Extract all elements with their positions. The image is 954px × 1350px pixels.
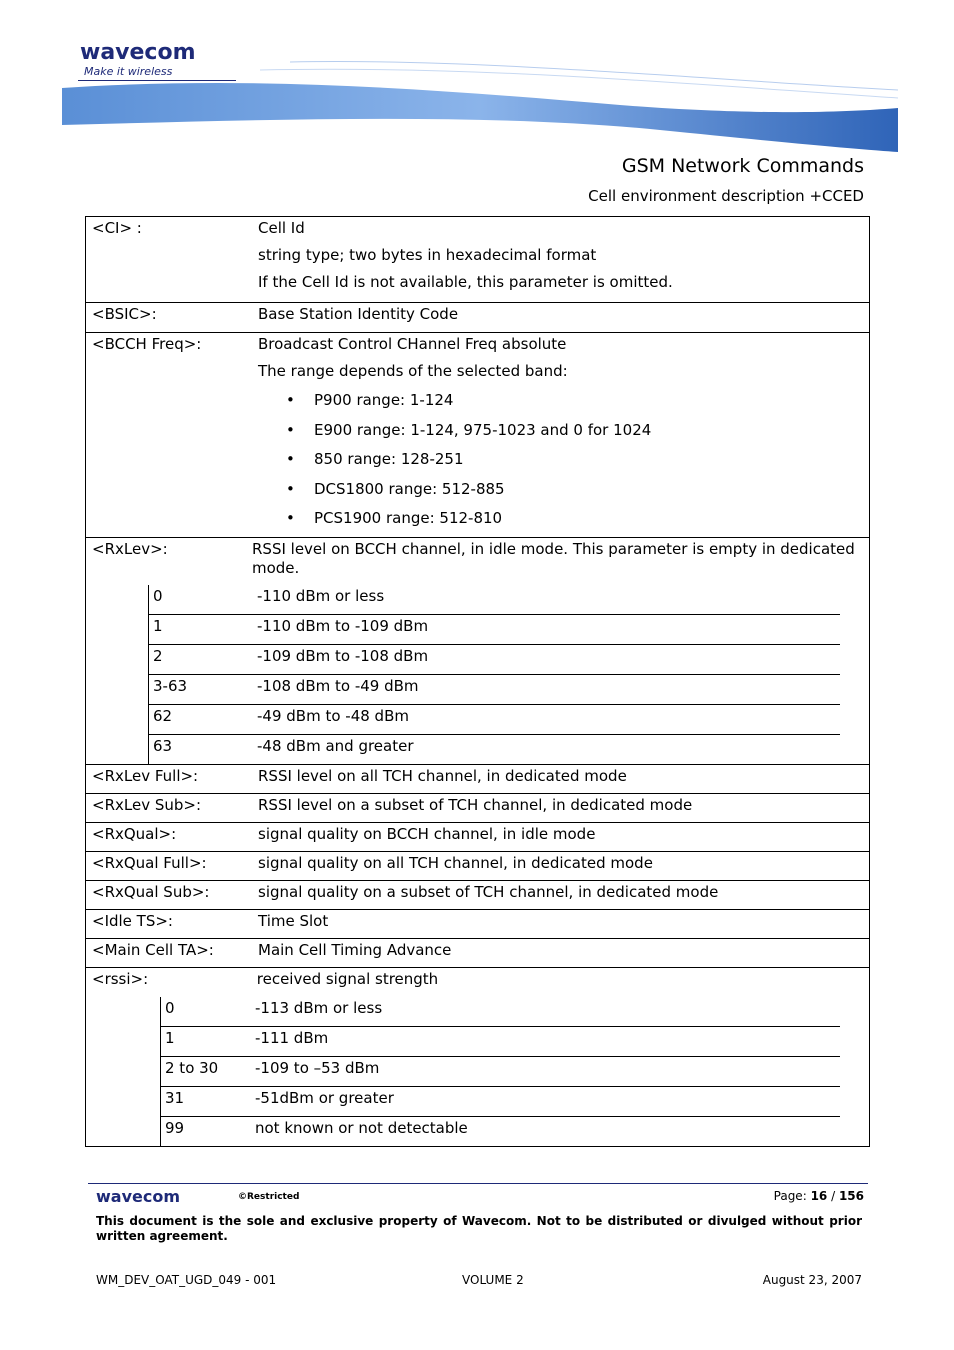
table-row	[86, 823, 870, 852]
param-label: <RxQual Full>:	[86, 852, 259, 881]
volume-label: VOLUME 2	[462, 1273, 524, 1287]
list-item: • PCS1900 range: 512-810	[286, 509, 861, 528]
value-key: 63	[149, 735, 254, 765]
value-desc: -113 dBm or less	[255, 999, 383, 1017]
value-key: 99	[161, 1117, 252, 1147]
param-description: received signal strength	[252, 970, 439, 988]
logo-tagline: Make it wireless	[84, 65, 173, 78]
value-key: 1	[161, 1027, 252, 1057]
table-row	[86, 538, 870, 765]
param-description	[258, 333, 870, 538]
value-desc: -109 to –53 dBm	[251, 1057, 840, 1087]
param-description: RSSI level on a subset of TCH channel, in dedicated mode	[258, 794, 870, 823]
param-description: RSSI level on all TCH channel, in dedicated mode	[258, 765, 870, 794]
rxlev-value-table	[148, 585, 840, 764]
page-subtitle: Cell environment description +CCED	[588, 187, 864, 205]
value-key: 2	[149, 645, 254, 675]
param-label: <RxLev Sub>:	[86, 794, 259, 823]
value-key: 2 to 30	[161, 1057, 252, 1087]
desc-line: If the Cell Id is not available, this parameter is omitted.	[258, 273, 673, 291]
table-row	[149, 705, 841, 735]
table-row	[86, 939, 870, 968]
param-description: signal quality on BCCH channel, in idle mode	[258, 823, 870, 852]
value-key: 1	[149, 615, 254, 645]
table-row	[161, 1027, 841, 1057]
value-desc: -110 dBm or less	[257, 587, 385, 605]
table-row	[86, 794, 870, 823]
value-desc: not known or not detectable	[251, 1117, 840, 1147]
param-description: Time Slot	[258, 910, 870, 939]
table-row	[86, 765, 870, 794]
table-row	[86, 217, 870, 303]
param-label: <RxQual Sub>:	[86, 881, 259, 910]
param-description: signal quality on all TCH channel, in dedicated mode	[258, 852, 870, 881]
desc-line: Broadcast Control CHannel Freq absolute	[258, 335, 567, 353]
table-row	[149, 735, 841, 765]
page-current: 16	[810, 1189, 828, 1203]
page-total: 156	[838, 1189, 864, 1203]
param-label: <BCCH Freq>:	[86, 333, 259, 538]
table-row	[161, 1117, 841, 1147]
value-key: 0	[161, 997, 252, 1027]
desc-line: string type; two bytes in hexadecimal format	[258, 246, 597, 264]
param-description	[258, 217, 870, 303]
param-description	[258, 303, 870, 333]
restricted-label: ©Restricted	[238, 1192, 300, 1202]
list-item: • P900 range: 1-124	[286, 391, 861, 410]
table-row	[161, 997, 841, 1027]
page-separator: /	[827, 1189, 839, 1203]
value-desc: -108 dBm to -49 dBm	[253, 675, 840, 705]
wavecom-logo: wavecom	[80, 40, 196, 65]
table-row	[161, 1087, 841, 1117]
value-desc: -48 dBm and greater	[253, 735, 840, 765]
param-label: <RxLev>:	[92, 540, 168, 558]
document-id: WM_DEV_OAT_UGD_049 - 001	[96, 1273, 277, 1287]
table-row	[86, 968, 870, 1147]
header-wave-graphic	[60, 50, 900, 155]
document-date: August 23, 2007	[762, 1273, 862, 1287]
table-row	[149, 675, 841, 705]
desc-line: Base Station Identity Code	[258, 305, 459, 323]
value-desc: -109 dBm to -108 dBm	[253, 645, 840, 675]
param-description: Main Cell Timing Advance	[258, 939, 870, 968]
table-row	[86, 303, 870, 333]
table-row	[86, 910, 870, 939]
desc-line: The range depends of the selected band:	[258, 362, 568, 380]
table-row	[149, 615, 841, 645]
list-item: • 850 range: 128-251	[286, 450, 861, 469]
value-desc: -110 dBm to -109 dBm	[253, 615, 840, 645]
value-desc: -111 dBm	[251, 1027, 840, 1057]
parameter-table	[85, 216, 870, 1147]
list-item: • E900 range: 1-124, 975-1023 and 0 for 1024	[286, 421, 861, 440]
param-description: signal quality on a subset of TCH channel, in dedicated mode	[258, 881, 870, 910]
param-label: <BSIC>:	[86, 303, 259, 333]
param-label: <rssi>:	[92, 970, 149, 988]
desc-line: Cell Id	[258, 219, 305, 237]
param-label: <RxQual>:	[86, 823, 259, 852]
band-list	[258, 391, 861, 528]
value-desc: -49 dBm to -48 dBm	[253, 705, 840, 735]
param-label: <RxLev Full>:	[86, 765, 259, 794]
param-label: <CI> :	[86, 217, 259, 303]
table-row	[86, 881, 870, 910]
value-key: 31	[161, 1087, 252, 1117]
table-row	[161, 1057, 841, 1087]
table-row	[149, 585, 841, 615]
param-label: <Main Cell TA>:	[86, 939, 259, 968]
table-row	[86, 852, 870, 881]
value-key: 0	[149, 585, 254, 615]
footer-logo: wavecom	[96, 1187, 181, 1206]
page-number	[774, 1189, 864, 1203]
list-item: • DCS1800 range: 512-885	[286, 480, 861, 499]
page-title: GSM Network Commands	[621, 155, 864, 177]
param-label: <Idle TS>:	[86, 910, 259, 939]
param-description: RSSI level on BCCH channel, in idle mode. This parameter is empty in dedicated mode.	[252, 540, 855, 577]
table-row	[149, 645, 841, 675]
footer-divider	[88, 1183, 868, 1184]
logo-underline	[78, 80, 236, 81]
table-row	[86, 333, 870, 538]
value-key: 62	[149, 705, 254, 735]
confidentiality-notice: This document is the sole and exclusive property of Wavecom. Not to be distributed or divulged without prior written agreement.	[96, 1214, 862, 1243]
value-key: 3-63	[149, 675, 254, 705]
value-desc: -51dBm or greater	[251, 1087, 840, 1117]
rssi-value-table	[160, 997, 840, 1146]
page-prefix: Page:	[773, 1189, 811, 1203]
